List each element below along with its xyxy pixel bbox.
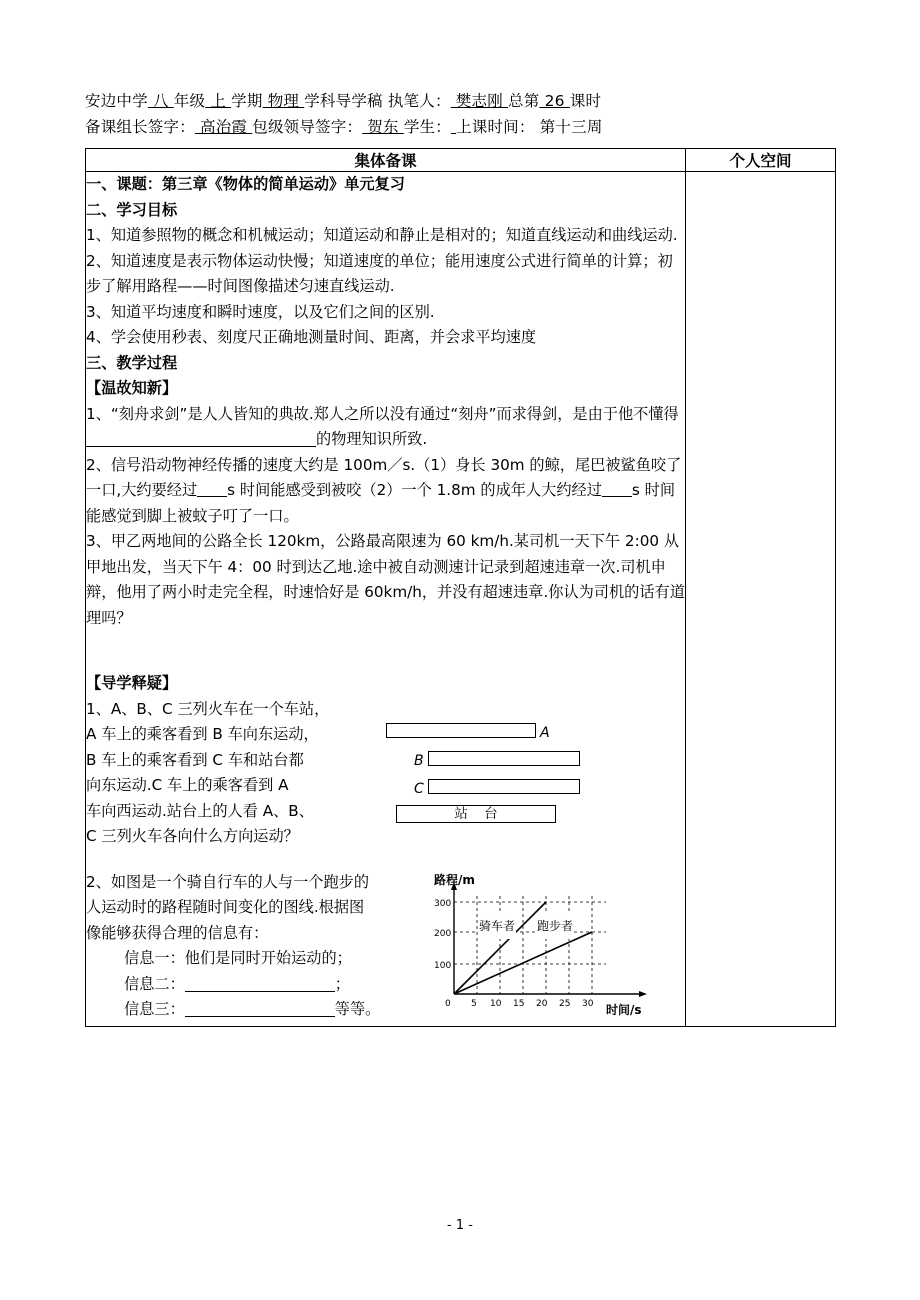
objective-3: 3、知道平均速度和瞬时速度，以及它们之间的区别. bbox=[86, 302, 435, 321]
svg-text:200: 200 bbox=[434, 928, 452, 939]
train-c-label: C bbox=[414, 780, 424, 797]
q5-item-2 bbox=[86, 972, 416, 998]
hdr1-seg-1: 八 bbox=[147, 92, 174, 110]
table-body-row bbox=[86, 172, 836, 1027]
svg-text:10: 10 bbox=[490, 998, 502, 1009]
hdr1-seg-11: 课时 bbox=[569, 92, 602, 110]
hdr1-seg-0: 安边中学 bbox=[85, 92, 148, 110]
question-1-part2: 的物理知识所致. bbox=[316, 430, 428, 448]
section-guidance-title: 【导学释疑】 bbox=[86, 674, 178, 692]
q4-line-5: 车向西运动.站台上的人看 A、B、 bbox=[86, 801, 314, 820]
y-axis-label: 路程/m bbox=[434, 872, 475, 887]
q5-item-3-prefix: 信息三： bbox=[124, 1000, 185, 1018]
table-header-row bbox=[86, 149, 836, 172]
hdr1-seg-7: 执笔人： bbox=[382, 92, 451, 110]
answer-blank-3[interactable] bbox=[185, 975, 335, 992]
header-line-2 bbox=[85, 114, 835, 140]
svg-text:5: 5 bbox=[471, 998, 477, 1009]
q5-item-2-text: ； bbox=[334, 974, 350, 993]
answer-blank-1[interactable] bbox=[86, 430, 316, 447]
hdr2-seg-1: 高治霞 bbox=[194, 118, 253, 136]
hdr1-seg-6: 学科导学稿 bbox=[304, 92, 383, 110]
answer-blank-4[interactable] bbox=[185, 1000, 335, 1017]
col-header-personal: 个人空间 bbox=[686, 149, 836, 172]
train-b-label: B bbox=[414, 752, 424, 769]
q5-item-1 bbox=[86, 946, 416, 972]
topic-line: 一、课题：第三章《物体的简单运动》单元复习 bbox=[86, 175, 405, 193]
process-title: 三、教学过程 bbox=[86, 353, 178, 372]
station-platform: 站 台 bbox=[396, 805, 556, 823]
svg-text:100: 100 bbox=[434, 960, 452, 971]
train-c-bar bbox=[428, 779, 580, 794]
annotation-runner: 跑步者 bbox=[536, 914, 574, 940]
objective-2: 2、知道速度是表示物体运动快慢；知道速度的单位；能用速度公式进行简单的计算；初步了解用路程——时间图像描述匀速直线运动. bbox=[86, 251, 673, 295]
objectives-title: 二、学习目标 bbox=[86, 200, 178, 219]
question-2-part3: s 时间能感觉到脚上被蚊子叮了一口。 bbox=[86, 481, 676, 525]
q5-item-1-prefix: 信息一： bbox=[124, 949, 185, 967]
svg-text:20: 20 bbox=[536, 998, 548, 1009]
distance-time-chart bbox=[426, 872, 676, 1026]
svg-text:30: 30 bbox=[582, 998, 594, 1009]
train-b-bar bbox=[428, 751, 580, 766]
answer-blank-2b[interactable] bbox=[602, 482, 632, 497]
q5-item-1-text: 他们是同时开始运动的； bbox=[184, 949, 352, 967]
svg-text:300: 300 bbox=[434, 898, 452, 909]
svg-text:25: 25 bbox=[559, 998, 571, 1009]
question-1 bbox=[86, 402, 685, 453]
svg-text:0: 0 bbox=[445, 998, 451, 1009]
hdr2-seg-2: 包级领导签字： bbox=[252, 118, 363, 136]
hdr2-seg-7: 第十三周 bbox=[534, 118, 603, 136]
answer-blank-2a[interactable] bbox=[197, 482, 227, 497]
page-number: - 1 - bbox=[447, 1218, 473, 1233]
header-line-1 bbox=[85, 88, 835, 114]
hdr1-seg-8: 樊志刚 bbox=[450, 92, 509, 110]
hdr1-seg-3: 上 bbox=[205, 92, 232, 110]
q5-item-3 bbox=[86, 997, 416, 1023]
hdr1-seg-5: 物理 bbox=[262, 92, 305, 110]
svg-text:15: 15 bbox=[513, 998, 525, 1009]
objective-1: 1、知道参照物的概念和机械运动；知道运动和静止是相对的；知道直线运动和曲线运动. bbox=[86, 226, 678, 244]
hdr2-seg-6: 上课时间： bbox=[456, 118, 535, 136]
col-header-collective: 集体备课 bbox=[86, 149, 686, 172]
hdr1-seg-10: 26 bbox=[539, 92, 570, 110]
q4-line-6: C 三列火车各向什么方向运动？ bbox=[86, 827, 299, 845]
hdr2-seg-3: 贺东 bbox=[362, 118, 404, 136]
question-2 bbox=[86, 453, 685, 530]
annotation-cyclist: 骑车者 bbox=[478, 914, 516, 940]
question-2-part2: s 时间能感受到被咬（2）一个 1.8m 的成年人大约经过 bbox=[227, 481, 602, 499]
train-diagram bbox=[386, 719, 685, 849]
answer-space-2 bbox=[86, 850, 685, 870]
q5-item-3-text: 等等。 bbox=[334, 1000, 381, 1018]
question-2-part1: 2、信号沿动物神经传播的速度大约是 100m／s.（1）身长 30m 的鲸，尾巴被鲨鱼咬了一口,大约要经过 bbox=[86, 455, 682, 499]
question-1-part1: 1、“刻舟求剑”是人人皆知的典故.郑人之所以没有通过“刻舟”而求得剑，是由于他不懂得 bbox=[86, 404, 679, 423]
collective-content-cell bbox=[86, 172, 686, 1027]
graph-question-text bbox=[86, 870, 416, 1023]
q4-line-3: B 车上的乘客看到 C 车和站台都 bbox=[86, 750, 304, 769]
q5-line-1: 2、如图是一个骑自行车的人与一个跑步的 bbox=[86, 872, 370, 891]
q4-line-1: 1、A、B、C 三列火车在一个车站， bbox=[86, 699, 330, 718]
hdr1-seg-4: 学期 bbox=[231, 92, 263, 110]
q5-line-3: 像能够获得合理的信息有： bbox=[86, 923, 269, 942]
train-a-bar bbox=[386, 723, 536, 738]
x-axis-label: 时间/s bbox=[606, 1002, 642, 1017]
graph-question-block bbox=[86, 870, 685, 1026]
lesson-plan-table bbox=[85, 148, 836, 1027]
hdr2-seg-4: 学生： bbox=[403, 118, 451, 136]
answer-space-1 bbox=[86, 631, 685, 671]
train-a-label: A bbox=[540, 724, 550, 741]
q5-item-2-prefix: 信息二： bbox=[124, 974, 185, 993]
q4-line-4: 向东运动.C 车上的乘客看到 A bbox=[86, 776, 289, 794]
trains-question-text bbox=[86, 697, 386, 850]
hdr1-seg-9: 总第 bbox=[508, 92, 540, 110]
personal-space-cell[interactable] bbox=[686, 172, 836, 1027]
objective-4: 4、学会使用秒表、刻度尺正确地测量时间、距离，并会求平均速度 bbox=[86, 328, 537, 346]
trains-question-block bbox=[86, 697, 685, 850]
section-review-title: 【温故知新】 bbox=[86, 379, 178, 397]
q4-line-2: A 车上的乘客看到 B 车向东运动， bbox=[86, 725, 319, 743]
hdr2-seg-0: 备课组长签字： bbox=[85, 118, 195, 136]
q5-line-2: 人运动时的路程随时间变化的图线.根据图 bbox=[86, 898, 365, 916]
question-3: 3、甲乙两地间的公路全长 120km，公路最高限速为 60 km/h.某司机一天下午 2:00 从甲地出发，当天下午 4：00 时到达乙地.途中被自动测速计记录到超速违章一次.司机申辩，他用了两小时走完全程，时速恰好是 60km/h，并没有超速违章.你认为司机的话有道理吗？ bbox=[86, 532, 685, 627]
hdr1-seg-2: 年级 bbox=[173, 92, 206, 110]
